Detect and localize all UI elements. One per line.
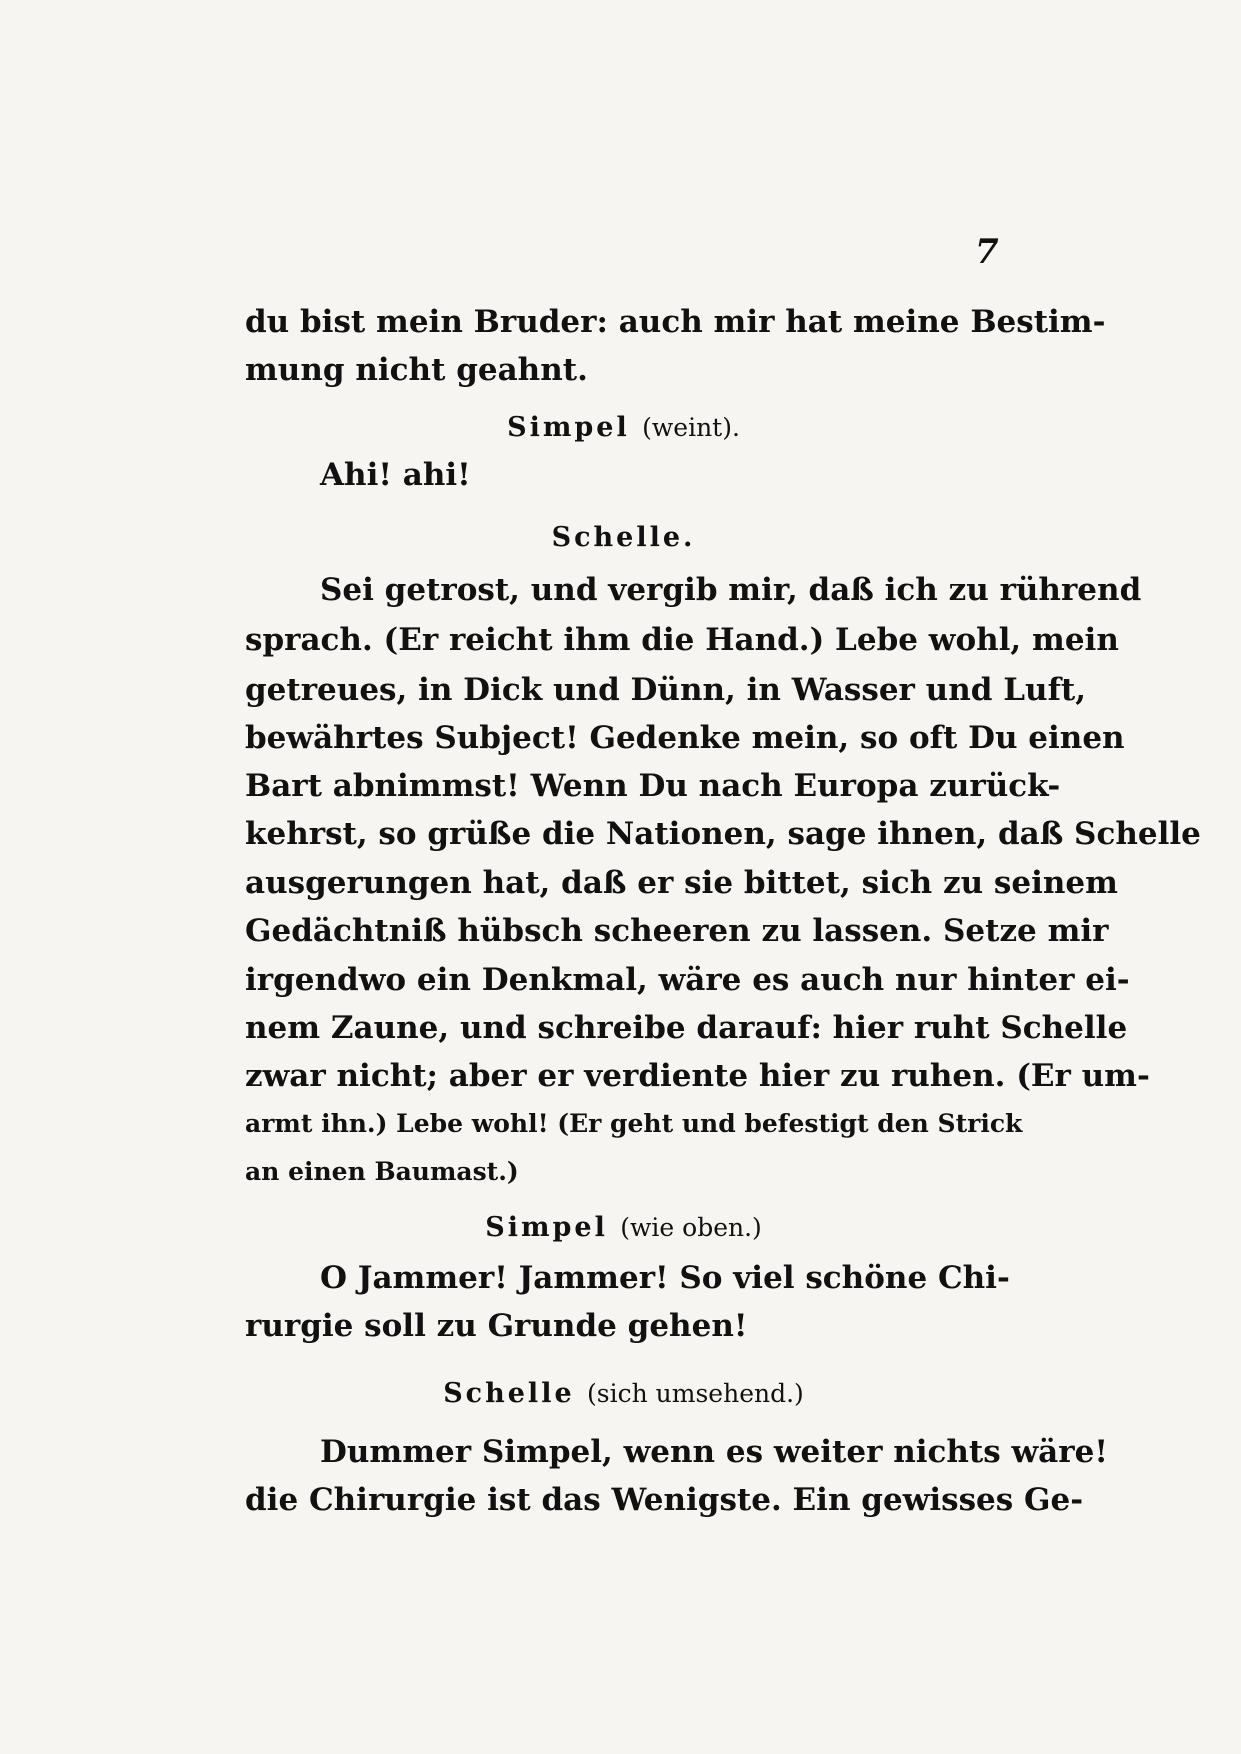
- text-line: Ahi! ahi!: [320, 457, 471, 493]
- text-line: mung nicht geahnt.: [245, 352, 588, 388]
- text-line: Bart abnimmst! Wenn Du nach Europa zurück-: [245, 768, 1061, 804]
- speaker-name: Simpel: [507, 412, 630, 443]
- text-line: getreues, in Dick und Dünn, in Wasser und Luft,: [245, 672, 1087, 708]
- speaker-heading: [245, 1374, 1002, 1414]
- text-line: zwar nicht; aber er verdiente hier zu ruhen. (Er um-: [245, 1058, 1150, 1094]
- speaker-heading: [245, 1208, 1002, 1248]
- text-line: irgendwo ein Denkmal, wäre es auch nur hinter ei-: [245, 962, 1130, 998]
- text-line: nem Zaune, und schreibe darauf: hier ruht Schelle: [245, 1010, 1128, 1046]
- text-line: du bist mein Bruder: auch mir hat meine Bestim-: [245, 304, 1106, 340]
- text-line: Sei getrost, und vergib mir, daß ich zu rührend: [320, 572, 1142, 608]
- speaker-name: Schelle: [443, 1378, 575, 1409]
- text-line: kehrst, so grüße die Nationen, sage ihnen, daß Schelle: [245, 816, 1201, 852]
- text-line: an einen Baumast.): [245, 1157, 519, 1186]
- speaker-heading: [245, 408, 1002, 448]
- text-line: Gedächtniß hübsch scheeren zu lassen. Setze mir: [245, 913, 1109, 949]
- speaker-heading: Schelle.: [551, 522, 696, 553]
- stage-direction: (sich umsehend.): [587, 1379, 804, 1408]
- text-line: O Jammer! Jammer! So viel schöne Chi-: [320, 1260, 1010, 1296]
- text-line: Dummer Simpel, wenn es weiter nichts wäre!: [320, 1434, 1108, 1470]
- stage-direction: (weint).: [642, 413, 740, 442]
- text-line: die Chirurgie ist das Wenigste. Ein gewisses Ge-: [245, 1482, 1084, 1518]
- text-line: armt ihn.) Lebe wohl! (Er geht und befestigt den Strick: [245, 1109, 1023, 1138]
- text-line: ausgerungen hat, daß er sie bittet, sich zu seinem: [245, 865, 1118, 901]
- text-line: bewährtes Subject! Gedenke mein, so oft Du einen: [245, 720, 1125, 756]
- page-number: 7: [975, 232, 999, 272]
- speaker-name: Simpel: [485, 1212, 608, 1243]
- text-line: rurgie soll zu Grunde gehen!: [245, 1308, 748, 1344]
- text-line: sprach. (Er reicht ihm die Hand.) Lebe wohl, mein: [245, 622, 1119, 658]
- stage-direction: (wie oben.): [620, 1213, 762, 1242]
